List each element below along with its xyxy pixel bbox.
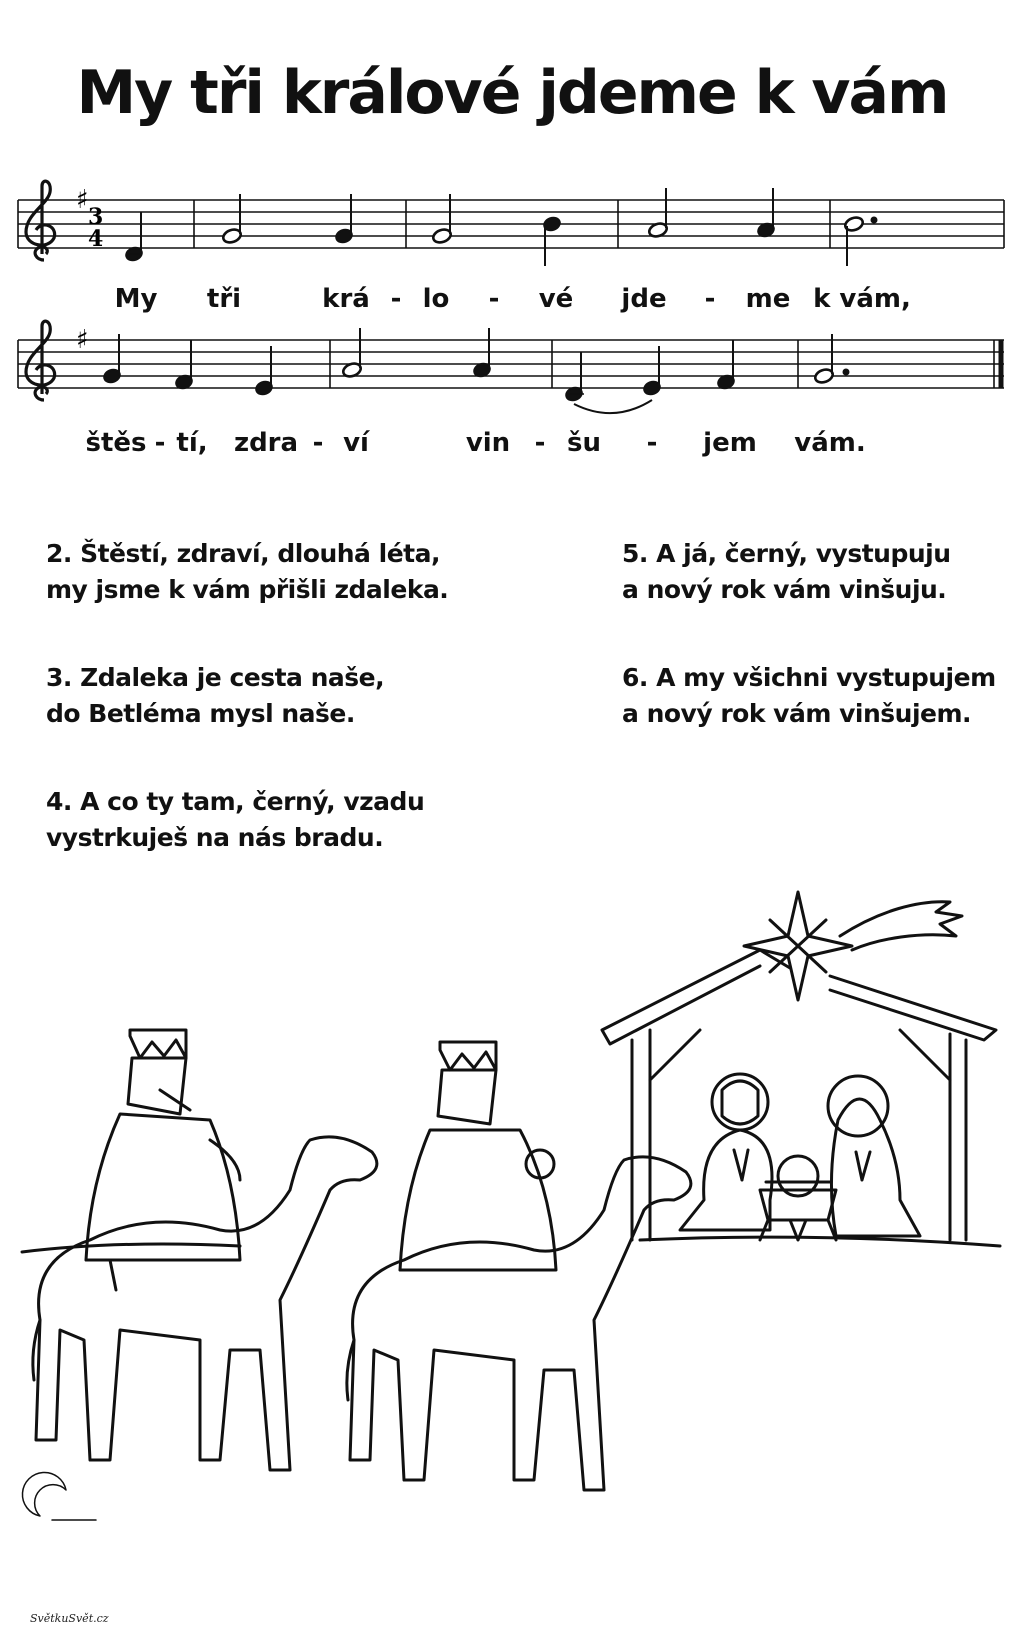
time-sig-bottom: 4 xyxy=(88,226,104,252)
staff-1-notation xyxy=(18,185,1004,298)
lyric-syllable: tři xyxy=(206,284,242,314)
lyric-syllable: šu xyxy=(567,428,601,458)
lyric-syllable: lo xyxy=(422,284,450,314)
page-title: My tři králové jdeme k vám xyxy=(76,58,948,128)
verse-line: 2. Štěstí, zdraví, dlouhá léta, xyxy=(46,539,440,568)
verse-line: do Betléma mysl naše. xyxy=(46,699,355,728)
lyric-syllable: - xyxy=(534,428,546,458)
verse-line: a nový rok vám vinšuju. xyxy=(622,575,947,604)
lyric-syllable: - xyxy=(390,284,402,314)
verse-5 xyxy=(622,536,951,608)
lyrics-line-2 xyxy=(0,428,1024,468)
lyric-syllable: k vám, xyxy=(813,284,911,314)
king-camel-1 xyxy=(33,1030,377,1470)
joseph-figure xyxy=(680,1074,772,1230)
music-staff-2 xyxy=(18,325,1004,438)
verse-line: vystrkuješ na nás bradu. xyxy=(46,823,384,852)
key-sharp-icon: ♯ xyxy=(76,185,89,215)
verse-line: 6. A my všichni vystupujem xyxy=(622,663,996,692)
verse-line: 4. A co ty tam, černý, vzadu xyxy=(46,787,425,816)
time-sig-top: 3 xyxy=(88,204,104,230)
verse-3 xyxy=(46,660,384,732)
key-sharp-icon: ♯ xyxy=(76,325,89,355)
verse-line: a nový rok vám vinšujem. xyxy=(622,699,972,728)
staff-2-notation xyxy=(18,325,1004,438)
nativity-illustration xyxy=(0,880,1024,1536)
music-staff-1 xyxy=(18,185,1004,298)
lyric-syllable: vé xyxy=(538,284,574,314)
moon-logo-icon xyxy=(22,1472,96,1520)
lyric-syllable: ví xyxy=(343,428,369,458)
verse-line: 3. Zdaleka je cesta naše, xyxy=(46,663,385,692)
lyric-syllable: me xyxy=(745,284,791,314)
lyric-syllable: jem xyxy=(703,428,757,458)
lyric-syllable: My xyxy=(114,284,158,314)
lyric-syllable: zdra xyxy=(233,428,299,458)
slur xyxy=(574,400,652,413)
verse-2 xyxy=(46,536,448,608)
lyric-syllable: vám. xyxy=(794,428,866,458)
lyric-syllable: krá xyxy=(322,284,370,314)
logo-text: SvětkuSvět.cz xyxy=(30,1612,109,1625)
lyric-syllable: - xyxy=(704,284,716,314)
lyrics-line-1 xyxy=(0,284,1024,324)
verse-4 xyxy=(46,784,424,856)
verse-line: 5. A já, černý, vystupuju xyxy=(622,539,951,568)
mary-figure xyxy=(828,1076,920,1236)
lyric-syllable: - xyxy=(646,428,658,458)
king-camel-2 xyxy=(347,1042,691,1490)
lyric-syllable: vin xyxy=(465,428,511,458)
verse-line: my jsme k vám přišli zdaleka. xyxy=(46,575,449,604)
lyric-syllable: - xyxy=(488,284,500,314)
lyric-syllable: - xyxy=(312,428,324,458)
lyric-syllable: - xyxy=(154,428,166,458)
lyric-syllable: štěs xyxy=(85,428,147,458)
verse-6 xyxy=(622,660,996,732)
lyric-syllable: tí, xyxy=(176,428,208,458)
lyric-syllable: jde xyxy=(621,284,667,314)
